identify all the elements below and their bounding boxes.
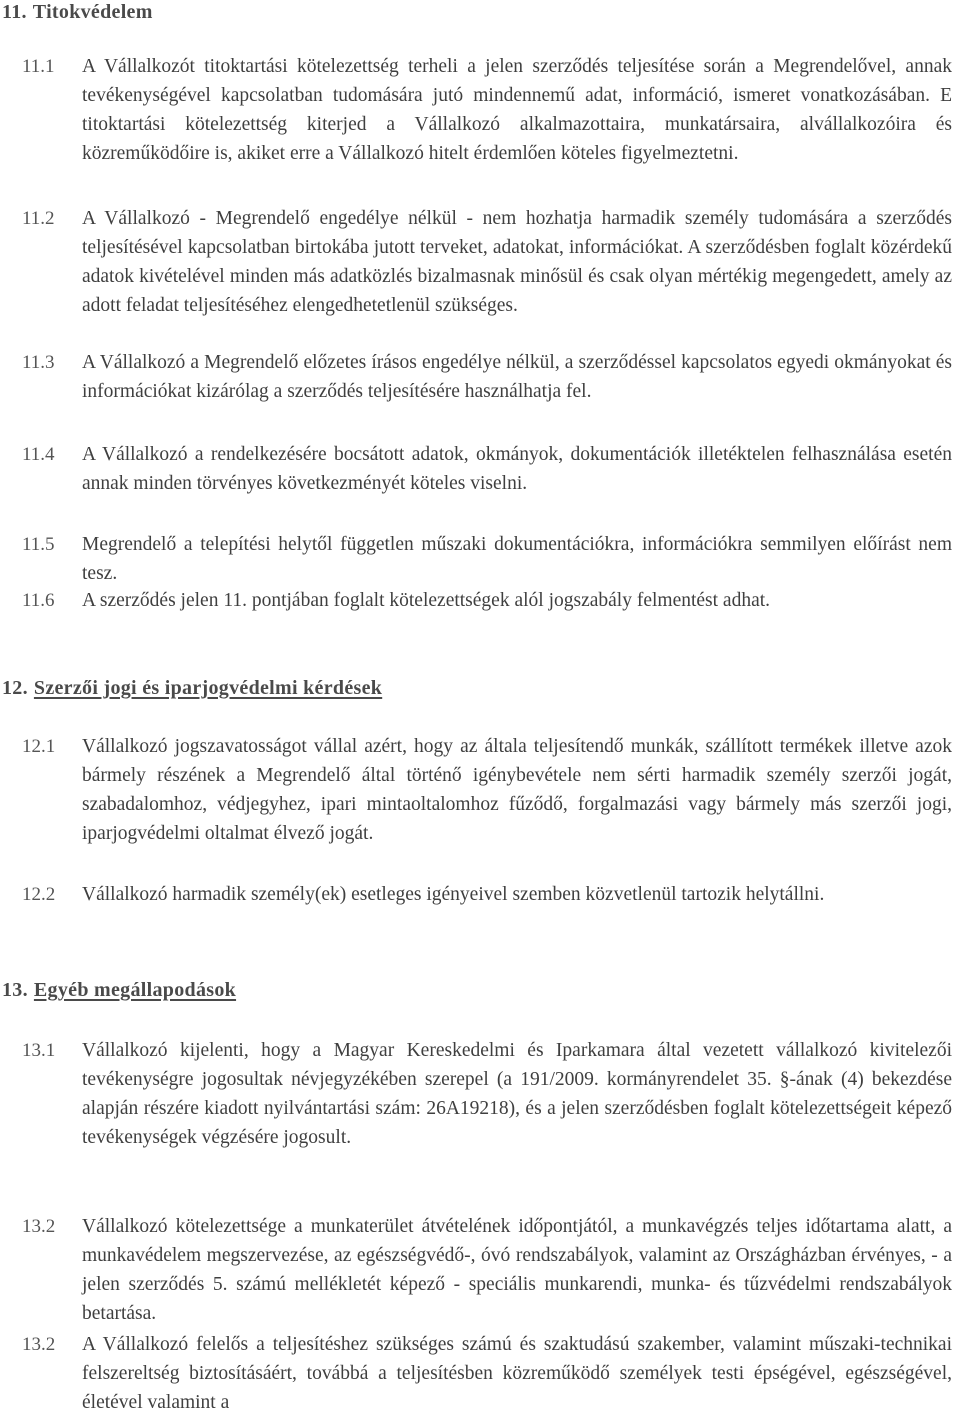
section-number: 13.: [2, 979, 28, 1001]
section-number: 12.: [2, 677, 28, 699]
section-number: 11.: [2, 1, 27, 23]
clause-text: Vállalkozó jogszavatosságot vállal azért, hogy az általa teljesítendő munkák, szállított termékek illetve azok bármely részének a Megrendelő által történő igénybevétele nem sérti harmadik személy szerzői jogát, szabadalomhoz, védjegyhez, ipari mintaoltalomhoz fűződő, forgalmazási vagy bármely más szerzői jogi, iparjogvédelmi oltalmat élvező jogát.: [82, 736, 952, 844]
clause-text: A Vállalkozó a Megrendelő előzetes írásos engedélye nélkül, a szerződéssel kapcsolatos egyedi okmányokat és információkat kizárólag a szerződés teljesítésére használhatja fel.: [82, 352, 952, 402]
clause-text: Vállalkozó kötelezettsége a munkaterület átvételének időpontjától, a munkavégzés teljes időtartama alatt, a munkavédelem megszervezése, az egészségvédő-, óvó rendszabályok, valamint az Országházban érvényes, - a jelen szerződés 5. számú mellékletét képező - speciális munkarendi, munka- és tűzvédelmi rendszabályok betartása.: [82, 1216, 952, 1324]
clause-text: A Vállalkozó - Megrendelő engedélye nélkül - nem hozhatja harmadik személy tudomására a szerződés teljesítésével kapcsolatban birtokába jutott terveket, adatokat, információkat. A szerződésben foglalt közérdekű adatok kivételével minden más adatközlés bizalmasnak minősül és csak olyan mértékig megengedett, amely az adott feladat teljesítéséhez elengedhetetlenül szükséges.: [82, 208, 952, 316]
section-title: Egyéb megállapodások: [33, 979, 237, 1001]
clause-number: 11.2: [22, 208, 55, 229]
clause-number: 12.2: [22, 884, 56, 905]
clause-number: 12.1: [22, 736, 56, 757]
clause-text: Megrendelő a telepítési helytől független műszaki dokumentációkra, információkra semmilyen előírást nem tesz.: [82, 534, 952, 584]
clause-text: Vállalkozó harmadik személy(ek) esetleges igényeivel szemben közvetlenül tartozik helytállni.: [82, 884, 825, 905]
clause-text: Vállalkozó kijelenti, hogy a Magyar Kereskedelmi és Iparkamara által vezetett vállalkozó kivitelezői tevékenységre jogosultak névjegyzékében szerepel (a 191/2009. kormányrendelet 35. §-ának (4) bekezdése alapján részére kiadott nyilvántartási szám: 26A19218), és a jelen szerződésben foglalt kötelezettségeit képező tevékenységek végzésére jogosult.: [82, 1040, 952, 1148]
clause-number: 11.6: [22, 590, 55, 611]
section-heading-13: [2, 978, 236, 1002]
section-title: Szerzői jogi és iparjogvédelmi kérdések: [33, 677, 383, 699]
section-heading-11: [2, 0, 153, 24]
clause-number: 13.1: [22, 1040, 56, 1061]
clause-number: 13.2: [22, 1216, 56, 1237]
clause-text: A Vállalkozót titoktartási kötelezettség terheli a jelen szerződés teljesítése során a Megrendelővel, annak tevékenységével kapcsolatban tudomására jutó mindennemű adat, információ, ismeret vonatkozásában. E titoktartási kötelezettség kiterjed a Vállalkozó alkalmazottaira, munkatársaira, alvállalkozóira és közreműködőire is, akiket erre a Vállalkozó hitelt érdemlően köteles figyelmeztetni.: [82, 56, 952, 164]
clause-text: A szerződés jelen 11. pontjában foglalt kötelezettségek alól jogszabály felmentést adhat.: [82, 590, 771, 611]
clause-text: A Vállalkozó felelős a teljesítéshez szükséges számú és szaktudású szakember, valamint műszaki-technikai felszereltség biztosításáért, továbbá a teljesítésben közreműködő személyek testi épségével, egészségével, életével valamint a: [82, 1334, 952, 1413]
clause-number: 11.4: [22, 444, 55, 465]
clause-number: 11.1: [22, 56, 55, 77]
section-heading-12: [2, 676, 382, 700]
clause-number: 13.2: [22, 1334, 56, 1355]
clause-text: A Vállalkozó a rendelkezésére bocsátott adatok, okmányok, dokumentációk illetéktelen felhasználása esetén annak minden törvényes következményét köteles viselni.: [82, 444, 952, 494]
clause-number: 11.3: [22, 352, 55, 373]
clause-number: 11.5: [22, 534, 55, 555]
section-title: Titokvédelem: [32, 1, 153, 23]
